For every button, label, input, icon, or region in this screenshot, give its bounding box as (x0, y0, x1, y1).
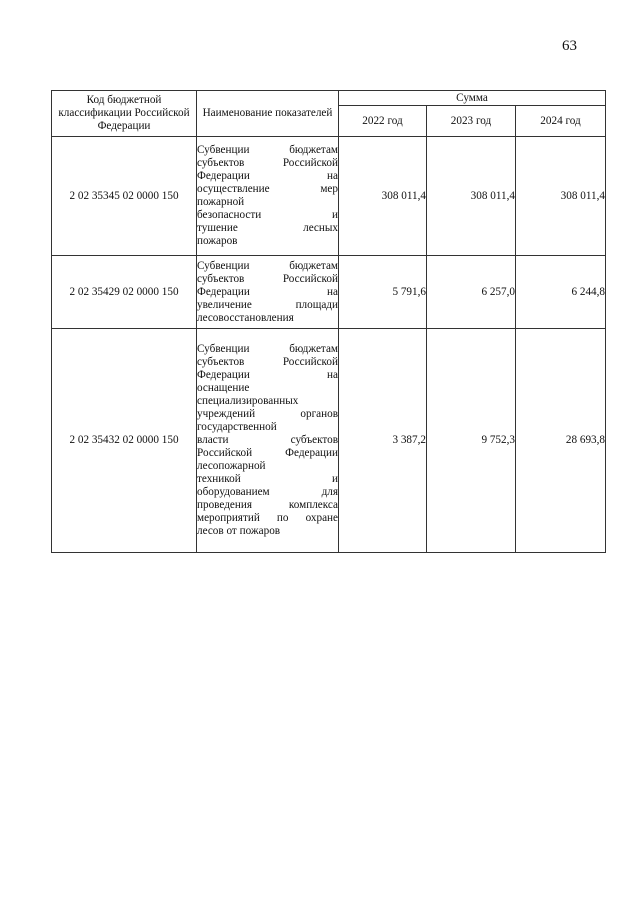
row-value-2022: 3 387,2 (339, 329, 427, 553)
row-name-line: Субвенции бюджетам (197, 259, 338, 272)
row-name-line: Федерации на (197, 170, 338, 182)
row-value-2022: 308 011,4 (339, 137, 427, 256)
header-year-2022: 2022 год (339, 106, 427, 137)
header-year-2023: 2023 год (427, 106, 516, 137)
row-name-line: Субвенции бюджетам (197, 144, 338, 156)
row-name-line: власти субъектов (197, 434, 338, 446)
row-value-2023: 308 011,4 (427, 137, 516, 256)
row-name-line: лесопожарной (197, 460, 266, 472)
row-name-line: пожарной (197, 196, 245, 208)
row-name-line: государственной (197, 421, 277, 433)
row-code: 2 02 35345 02 0000 150 (52, 137, 197, 256)
row-name (197, 256, 339, 329)
header-code: Код бюджетной классификации Российской Федерации (52, 91, 197, 137)
row-name-line: оснащение (197, 382, 250, 394)
row-name-line: специализированных (197, 395, 299, 407)
row-name-line: тушение лесных (197, 222, 338, 234)
table-body (52, 137, 606, 553)
row-name-line: безопасности и (197, 209, 338, 221)
table-row (52, 137, 606, 256)
row-name-line: Российской Федерации (197, 447, 338, 459)
budget-table (51, 90, 606, 553)
row-name-line: субъектов Российской (197, 272, 338, 285)
header-sum: Сумма (339, 91, 606, 106)
page-number: 63 (562, 38, 577, 54)
row-value-2022: 5 791,6 (339, 256, 427, 329)
row-name-line: оборудованием для (197, 486, 338, 498)
row-value-2023: 6 257,0 (427, 256, 516, 329)
row-value-2024: 28 693,8 (516, 329, 606, 553)
row-value-2023: 9 752,3 (427, 329, 516, 553)
row-name-line: проведения комплекса (197, 499, 338, 511)
row-name-line: Федерации на (197, 285, 338, 298)
row-value-2024: 308 011,4 (516, 137, 606, 256)
row-name-line: осуществление мер (197, 183, 338, 195)
row-name-line: Субвенции бюджетам (197, 343, 338, 355)
row-name-line: субъектов Российской (197, 157, 338, 169)
header-year-2024: 2024 год (516, 106, 606, 137)
row-code: 2 02 35432 02 0000 150 (52, 329, 197, 553)
row-name-line: техникой и (197, 473, 338, 485)
row-name-line: субъектов Российской (197, 356, 338, 368)
row-name-line: мероприятий по охране (197, 512, 338, 524)
row-code: 2 02 35429 02 0000 150 (52, 256, 197, 329)
table-row (52, 329, 606, 553)
row-name-line: пожаров (197, 235, 238, 247)
row-name-line: лесов от пожаров (197, 525, 281, 537)
row-name (197, 329, 339, 553)
row-name-line: учреждений органов (197, 408, 338, 420)
row-name-line: лесовосстановления (197, 311, 294, 324)
row-name-line: Федерации на (197, 369, 338, 381)
header-name: Наименование показателей (197, 91, 339, 137)
row-value-2024: 6 244,8 (516, 256, 606, 329)
row-name-line: увеличение площади (197, 298, 338, 311)
table-row (52, 256, 606, 329)
row-name (197, 137, 339, 256)
